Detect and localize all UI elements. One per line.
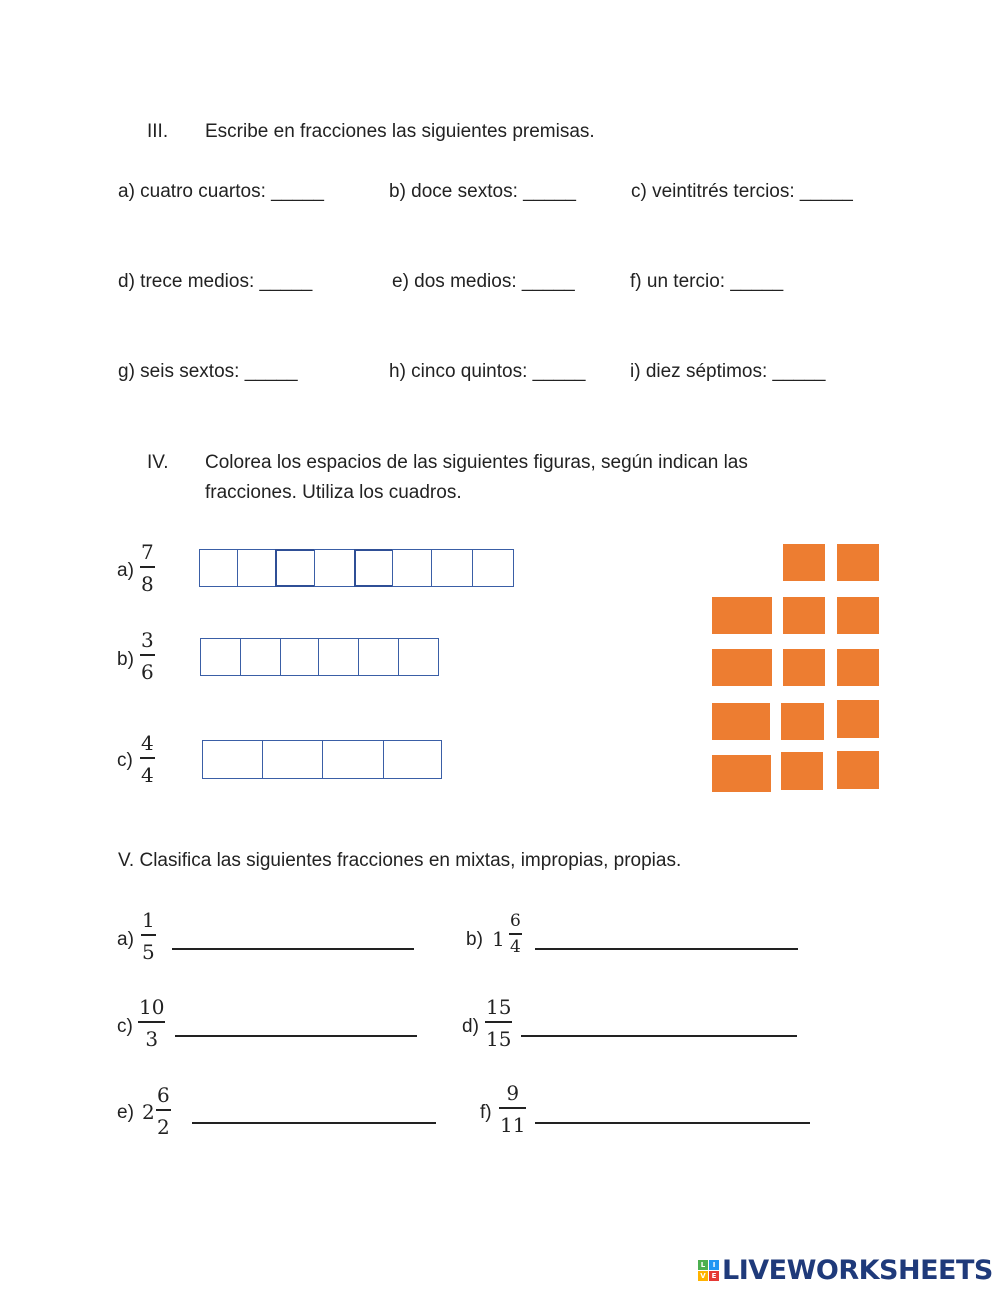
fraction-bar bbox=[140, 757, 155, 759]
orange-square[interactable] bbox=[783, 649, 825, 686]
premise-h: h) cinco quintos: _____ bbox=[389, 361, 586, 382]
numerator: 10 bbox=[139, 995, 165, 1019]
answer-line-f[interactable] bbox=[535, 1122, 810, 1124]
fraction-10-3 bbox=[138, 997, 165, 1049]
orange-square[interactable] bbox=[837, 597, 879, 634]
numerator: 15 bbox=[486, 995, 512, 1019]
answer-line-a[interactable] bbox=[172, 948, 414, 950]
denominator: 8 bbox=[141, 571, 154, 596]
fraction-bar bbox=[499, 1107, 526, 1109]
bar-b-cell[interactable] bbox=[398, 638, 439, 676]
bar-c-cell[interactable] bbox=[262, 740, 324, 779]
logo-icon bbox=[698, 1260, 719, 1281]
logo-letter-e: E bbox=[709, 1271, 719, 1281]
premise-f: f) un tercio: _____ bbox=[630, 271, 784, 292]
numerator: 4 bbox=[141, 731, 154, 755]
orange-square[interactable] bbox=[712, 755, 771, 792]
classify-a-label: a) bbox=[117, 929, 134, 950]
denominator: 6 bbox=[141, 659, 154, 684]
fraction-bar bbox=[509, 933, 522, 935]
bar-a-cell[interactable] bbox=[199, 549, 239, 587]
fraction-bar bbox=[140, 566, 155, 568]
classify-e-label: e) bbox=[117, 1102, 134, 1123]
logo-letter-v: V bbox=[698, 1271, 708, 1281]
fraction-4-4 bbox=[140, 733, 155, 785]
answer-line-e[interactable] bbox=[192, 1122, 436, 1124]
logo-letter-l: L bbox=[698, 1260, 708, 1270]
denominator: 11 bbox=[500, 1112, 526, 1137]
fraction-1-5 bbox=[141, 910, 156, 962]
section-3-title: Escribe en fracciones las siguientes premisas. bbox=[205, 121, 595, 142]
bar-c-cell[interactable] bbox=[383, 740, 442, 779]
fraction-bar bbox=[140, 654, 155, 656]
premise-b: b) doce sextos: _____ bbox=[389, 181, 576, 202]
bar-a-cell[interactable] bbox=[237, 549, 277, 587]
fraction-7-8 bbox=[140, 542, 155, 594]
section-3-number: III. bbox=[147, 121, 169, 142]
orange-square[interactable] bbox=[837, 751, 879, 789]
denominator: 15 bbox=[486, 1026, 512, 1051]
premise-c: c) veintitrés tercios: _____ bbox=[631, 181, 853, 202]
bar-a-cell[interactable] bbox=[314, 549, 356, 587]
bar-a-cell[interactable] bbox=[275, 549, 316, 587]
bar-a-cell[interactable] bbox=[392, 549, 433, 587]
bar-b-cell[interactable] bbox=[280, 638, 320, 676]
denominator: 2 bbox=[157, 1114, 170, 1139]
fraction-bar bbox=[141, 934, 156, 936]
orange-square[interactable] bbox=[783, 597, 825, 634]
fraction-row-b-label: b) bbox=[117, 649, 134, 670]
numerator: 6 bbox=[510, 911, 521, 931]
premise-g: g) seis sextos: _____ bbox=[118, 361, 298, 382]
bar-c-cell[interactable] bbox=[322, 740, 385, 779]
logo-text: LIVEWORKSHEETS bbox=[722, 1255, 993, 1286]
answer-line-b[interactable] bbox=[535, 948, 798, 950]
classify-c-label: c) bbox=[117, 1016, 133, 1037]
premise-d: d) trece medios: _____ bbox=[118, 271, 313, 292]
orange-square[interactable] bbox=[712, 703, 770, 740]
premise-i: i) diez séptimos: _____ bbox=[630, 361, 826, 382]
bar-b-cell[interactable] bbox=[240, 638, 282, 676]
bar-a-cell[interactable] bbox=[472, 549, 514, 587]
fraction-row-a-label: a) bbox=[117, 560, 134, 581]
fraction-6-2 bbox=[156, 1085, 171, 1137]
fraction-6-4 bbox=[509, 913, 522, 956]
orange-square[interactable] bbox=[781, 752, 823, 790]
section-4-title-line2: fracciones. Utiliza los cuadros. bbox=[205, 482, 462, 503]
orange-square[interactable] bbox=[837, 700, 879, 738]
fraction-3-6 bbox=[140, 630, 155, 682]
bar-a-cell[interactable] bbox=[354, 549, 394, 587]
whole-number: 1 bbox=[492, 927, 505, 951]
section-5-title: V. Clasifica las siguientes fracciones en mixtas, impropias, propias. bbox=[118, 850, 682, 871]
orange-square[interactable] bbox=[783, 544, 825, 581]
logo-letter-i: I bbox=[709, 1260, 719, 1270]
classify-d-label: d) bbox=[462, 1016, 479, 1037]
premise-a: a) cuatro cuartos: _____ bbox=[118, 181, 324, 202]
orange-square[interactable] bbox=[837, 649, 879, 686]
numerator: 1 bbox=[142, 908, 155, 932]
fraction-bar bbox=[156, 1109, 171, 1111]
orange-square[interactable] bbox=[837, 544, 879, 581]
premise-e: e) dos medios: _____ bbox=[392, 271, 575, 292]
denominator: 5 bbox=[142, 939, 155, 964]
bar-b-cell[interactable] bbox=[358, 638, 400, 676]
orange-square[interactable] bbox=[712, 597, 772, 634]
numerator: 6 bbox=[157, 1083, 170, 1107]
orange-square[interactable] bbox=[781, 703, 824, 740]
bar-b-cell[interactable] bbox=[200, 638, 242, 676]
denominator: 3 bbox=[145, 1026, 159, 1051]
numerator: 9 bbox=[506, 1081, 520, 1105]
classify-b-label: b) bbox=[466, 929, 483, 950]
fraction-9-11 bbox=[499, 1083, 526, 1135]
fraction-row-c-label: c) bbox=[117, 750, 133, 771]
fraction-bar bbox=[485, 1021, 512, 1023]
numerator: 3 bbox=[141, 628, 154, 652]
bar-b-cell[interactable] bbox=[318, 638, 360, 676]
denominator: 4 bbox=[141, 762, 154, 787]
fraction-15-15 bbox=[485, 997, 512, 1049]
section-4-title-line1: Colorea los espacios de las siguientes figuras, según indican las bbox=[205, 452, 748, 473]
liveworksheets-logo bbox=[698, 1255, 993, 1286]
fraction-bar bbox=[138, 1021, 165, 1023]
numerator: 7 bbox=[141, 540, 154, 564]
orange-square[interactable] bbox=[712, 649, 772, 686]
whole-number: 2 bbox=[142, 1100, 155, 1124]
denominator: 4 bbox=[510, 936, 521, 957]
section-4-number: IV. bbox=[147, 452, 169, 473]
answer-line-c[interactable] bbox=[175, 1035, 417, 1037]
bar-c-cell[interactable] bbox=[202, 740, 264, 779]
classify-f-label: f) bbox=[480, 1102, 492, 1123]
answer-line-d[interactable] bbox=[521, 1035, 797, 1037]
bar-a-cell[interactable] bbox=[431, 549, 474, 587]
